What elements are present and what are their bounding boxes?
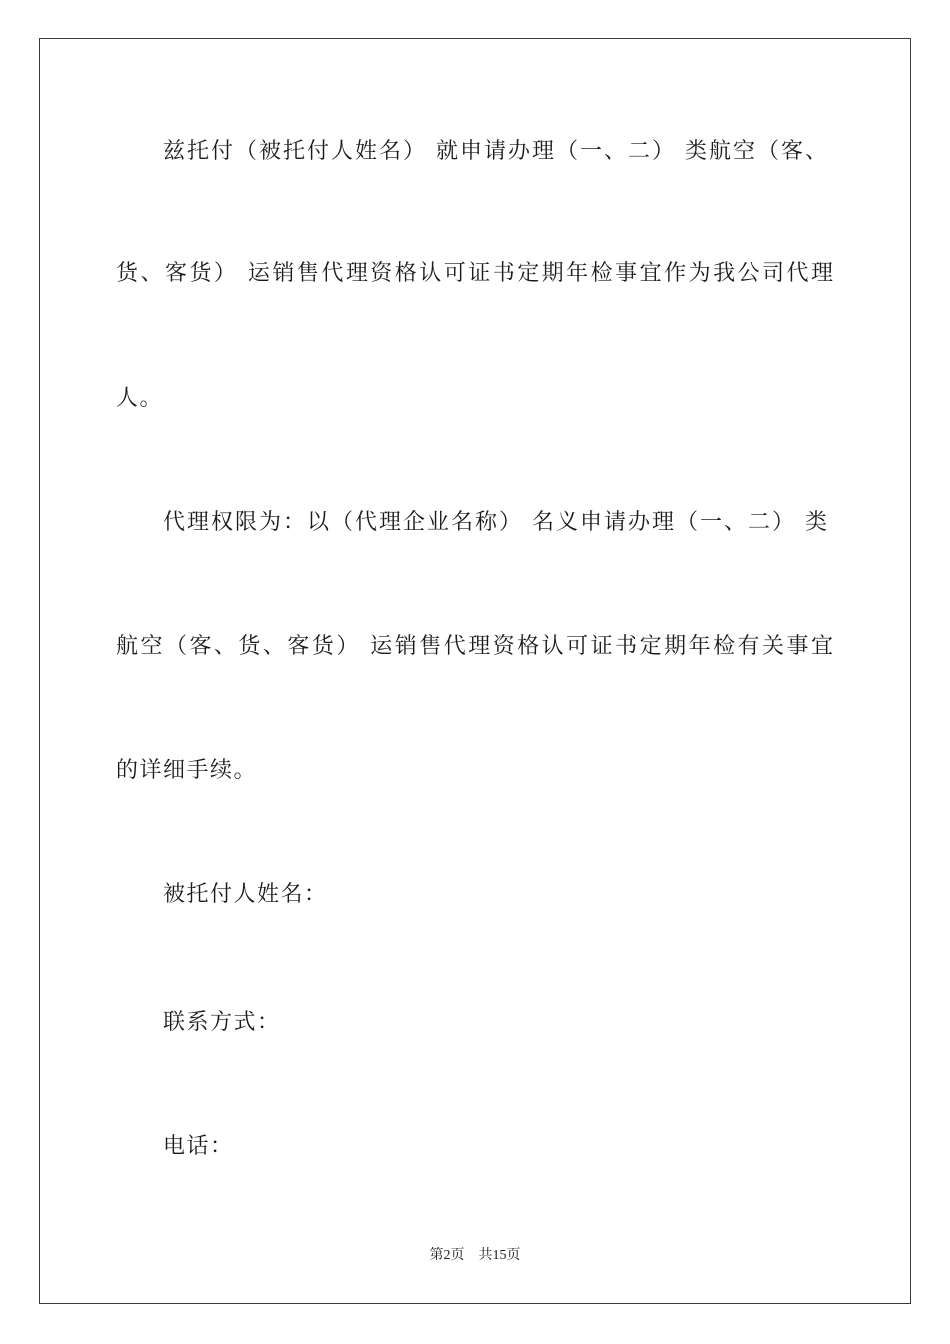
field-label: 电话： [163, 1134, 234, 1159]
paragraph-text: 航空（客、货、客货） 运销售代理资格认可证书定期年检有关事宜 [116, 634, 836, 659]
paragraph-2-line-1 [163, 508, 827, 538]
paragraph-1-line-2 [116, 259, 836, 289]
paragraph-2-line-3 [116, 756, 257, 786]
paragraph-text: 兹托付（被托付人姓名） 就申请办理（一、二） 类航空（客、 [163, 139, 829, 164]
paragraph-2-line-2 [116, 632, 836, 662]
field-label: 被托付人姓名： [163, 882, 328, 907]
field-label: 联系方式： [163, 1010, 281, 1035]
page-number: 第2页 [429, 1248, 465, 1263]
field-contact [163, 1008, 281, 1038]
paragraph-text: 货、客货） 运销售代理资格认可证书定期年检事宜作为我公司代理 [116, 261, 836, 286]
paragraph-text: 代理权限为：以（代理企业名称） 名义申请办理（一、二） 类 [163, 510, 829, 535]
page-border [39, 38, 911, 1304]
field-phone [163, 1132, 234, 1162]
paragraph-text: 的详细手续。 [116, 758, 258, 783]
page-total: 共15页 [478, 1248, 521, 1263]
paragraph-1-line-1 [163, 137, 827, 167]
paragraph-text: 人。 [116, 386, 164, 411]
page-footer [0, 1246, 950, 1266]
field-trustee-name [163, 880, 328, 910]
paragraph-1-line-3 [116, 384, 163, 414]
